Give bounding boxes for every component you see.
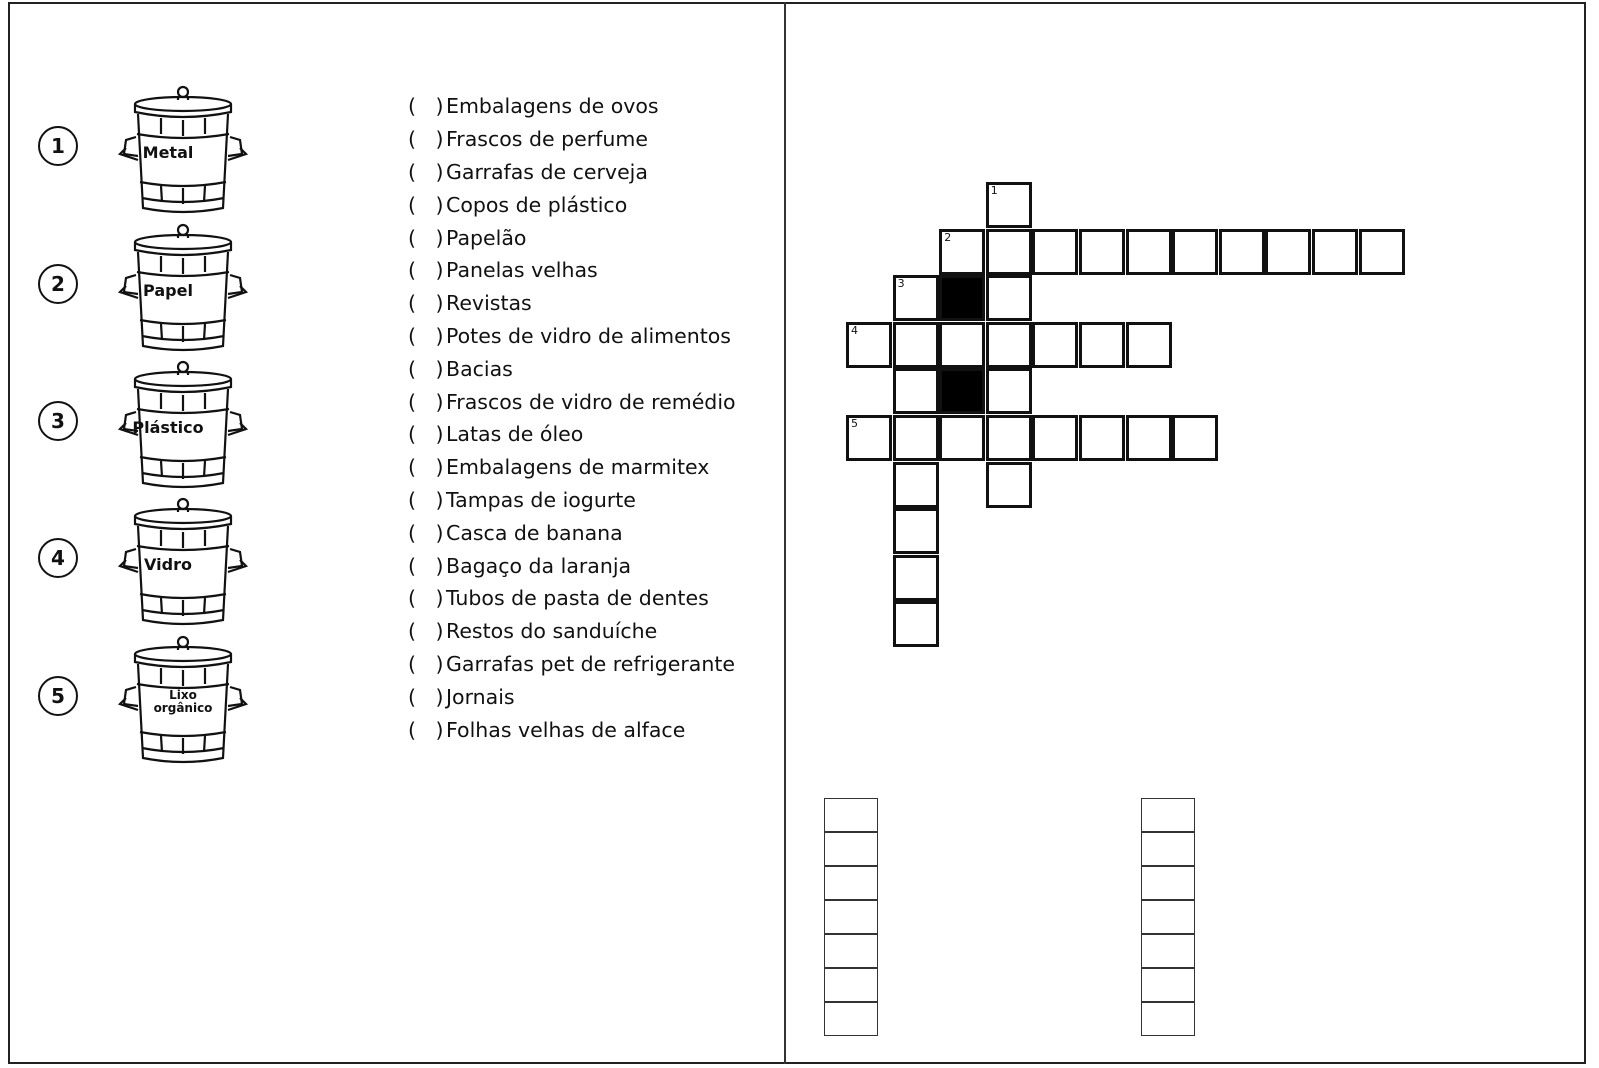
clue-number: 3 — [897, 277, 905, 291]
crossword-black-cell — [939, 368, 985, 414]
crossword-cell[interactable] — [1079, 229, 1125, 275]
crossword-cell[interactable] — [986, 182, 1032, 228]
answer-blank[interactable]: ( ) — [408, 127, 444, 152]
crossword-cell[interactable] — [1312, 229, 1358, 275]
answer-column-cell[interactable] — [824, 934, 878, 968]
list-item — [408, 648, 736, 681]
list-item — [408, 615, 736, 648]
bin-label: Metal — [142, 143, 194, 162]
item-text: Copos de plástico — [446, 192, 628, 217]
bin-number: 3 — [38, 401, 78, 441]
crossword-cell[interactable] — [1126, 229, 1172, 275]
answer-column-cell[interactable] — [1141, 1002, 1195, 1036]
bin-number: 4 — [38, 538, 78, 578]
bin-3 — [38, 357, 238, 497]
answer-blank[interactable]: ( ) — [408, 225, 444, 250]
item-text: Frascos de vidro de remédio — [446, 389, 736, 414]
answer-column-cell[interactable] — [1141, 866, 1195, 900]
clue-number: 5 — [851, 417, 858, 430]
item-text: Jornais — [446, 684, 515, 709]
answer-column-cell[interactable] — [1141, 934, 1195, 968]
list-item — [408, 90, 736, 123]
bin-label: Papel — [143, 281, 193, 300]
answer-blank[interactable]: ( ) — [408, 586, 444, 611]
list-item — [408, 352, 736, 385]
crossword-cell[interactable] — [939, 415, 985, 461]
answer-blank[interactable]: ( ) — [408, 684, 444, 709]
clue-number: 1 — [990, 184, 998, 197]
answer-blank[interactable]: ( ) — [408, 356, 444, 381]
crossword-cell[interactable] — [1172, 229, 1218, 275]
list-item — [408, 713, 736, 746]
item-text: Panelas velhas — [446, 258, 598, 283]
item-text: Latas de óleo — [446, 422, 584, 447]
bin-number: 1 — [38, 126, 78, 166]
crossword-cell[interactable] — [1219, 229, 1265, 275]
crossword-cell[interactable] — [893, 322, 939, 368]
waste-item-list — [408, 90, 736, 746]
crossword-cell[interactable] — [939, 229, 985, 275]
answer-blank[interactable]: ( ) — [408, 258, 444, 283]
list-item — [408, 680, 736, 713]
crossword-cell[interactable] — [893, 275, 939, 321]
crossword-cell[interactable] — [1032, 415, 1078, 461]
list-item — [408, 156, 736, 189]
answer-blank[interactable]: ( ) — [408, 487, 444, 512]
list-item — [408, 385, 736, 418]
crossword-black-cell — [939, 275, 985, 321]
crossword-cell[interactable] — [893, 415, 939, 461]
crossword-cell[interactable] — [986, 229, 1032, 275]
item-text: Frascos de perfume — [446, 127, 648, 152]
crossword-cell[interactable] — [1032, 322, 1078, 368]
item-text: Garrafas pet de refrigerante — [446, 651, 735, 676]
item-text: Restos do sanduíche — [446, 619, 658, 644]
bin-label: Plástico — [132, 418, 204, 437]
bin-number: 5 — [38, 676, 78, 716]
answer-column-cell[interactable] — [824, 866, 878, 900]
list-item — [408, 516, 736, 549]
crossword-cell[interactable] — [1126, 322, 1172, 368]
crossword-cell[interactable] — [1032, 229, 1078, 275]
bin-1 — [38, 82, 238, 222]
list-item — [408, 287, 736, 320]
clue-number: 4 — [851, 323, 858, 337]
crossword-cell[interactable] — [939, 322, 985, 368]
answer-blank[interactable]: ( ) — [408, 553, 444, 578]
crossword-cell[interactable] — [1079, 415, 1125, 461]
list-item — [408, 484, 736, 517]
answer-blank[interactable]: ( ) — [408, 455, 444, 480]
answer-column-cell[interactable] — [824, 798, 878, 832]
crossword-cell[interactable] — [1265, 229, 1311, 275]
bin-5 — [38, 632, 238, 772]
bin-4 — [38, 494, 238, 634]
answer-blank[interactable]: ( ) — [408, 94, 444, 119]
answer-blank[interactable]: ( ) — [408, 389, 444, 414]
crossword-cell[interactable] — [986, 462, 1032, 508]
crossword-cell[interactable] — [893, 601, 939, 647]
item-text: Tubos de pasta de dentes — [446, 586, 709, 611]
item-text: Garrafas de cerveja — [446, 159, 648, 184]
answer-blank[interactable]: ( ) — [408, 717, 444, 742]
item-text: Casca de banana — [446, 520, 623, 545]
crossword-cell[interactable] — [846, 415, 892, 461]
answer-blank[interactable]: ( ) — [408, 422, 444, 447]
item-text: Embalagens de marmitex — [446, 455, 710, 480]
list-item — [408, 254, 736, 287]
item-text: Tampas de iogurte — [446, 487, 636, 512]
list-item — [408, 188, 736, 221]
item-text: Embalagens de ovos — [446, 94, 659, 119]
item-text: Bacias — [446, 356, 513, 381]
crossword-cell[interactable] — [1359, 229, 1405, 275]
crossword-cell[interactable] — [986, 415, 1032, 461]
bin-label: Vidro — [144, 555, 192, 574]
answer-column-cell[interactable] — [824, 1002, 878, 1036]
crossword-cell[interactable] — [1126, 415, 1172, 461]
crossword-cell[interactable] — [986, 368, 1032, 414]
crossword-cell[interactable] — [986, 322, 1032, 368]
list-item — [408, 221, 736, 254]
item-text: Papelão — [446, 225, 527, 250]
bin-label: Lixo orgânico — [153, 688, 213, 715]
answer-blank[interactable]: ( ) — [408, 520, 444, 545]
bin-2 — [38, 220, 238, 360]
crossword-cell[interactable] — [893, 508, 939, 554]
crossword-cell[interactable] — [893, 555, 939, 601]
crossword-cell[interactable] — [1079, 322, 1125, 368]
list-item — [408, 451, 736, 484]
answer-column-cell[interactable] — [1141, 900, 1195, 934]
list-item — [408, 549, 736, 582]
crossword-cell[interactable] — [1172, 415, 1218, 461]
answer-blank[interactable]: ( ) — [408, 619, 444, 644]
crossword-cell[interactable] — [893, 368, 939, 414]
answer-column-cell[interactable] — [1141, 798, 1195, 832]
item-text: Bagaço da laranja — [446, 553, 632, 578]
answer-blank[interactable]: ( ) — [408, 192, 444, 217]
list-item — [408, 320, 736, 353]
item-text: Folhas velhas de alface — [446, 717, 686, 742]
clue-number: 2 — [944, 230, 952, 244]
list-item — [408, 582, 736, 615]
answer-blank[interactable]: ( ) — [408, 323, 444, 348]
answer-column-cell[interactable] — [824, 832, 878, 866]
item-text: Revistas — [446, 291, 532, 316]
bin-number: 2 — [38, 264, 78, 304]
list-item — [408, 123, 736, 156]
answer-column-cell[interactable] — [1141, 832, 1195, 866]
crossword-cell[interactable] — [986, 275, 1032, 321]
answer-column-cell[interactable] — [824, 968, 878, 1002]
answer-column-cell[interactable] — [1141, 968, 1195, 1002]
page-divider — [784, 2, 786, 1064]
list-item — [408, 418, 736, 451]
crossword-cell[interactable] — [893, 462, 939, 508]
answer-blank[interactable]: ( ) — [408, 291, 444, 316]
item-text: Potes de vidro de alimentos — [446, 323, 731, 348]
answer-blank[interactable]: ( ) — [408, 159, 444, 184]
answer-blank[interactable]: ( ) — [408, 651, 444, 676]
crossword-cell[interactable] — [846, 322, 892, 368]
answer-column-cell[interactable] — [824, 900, 878, 934]
